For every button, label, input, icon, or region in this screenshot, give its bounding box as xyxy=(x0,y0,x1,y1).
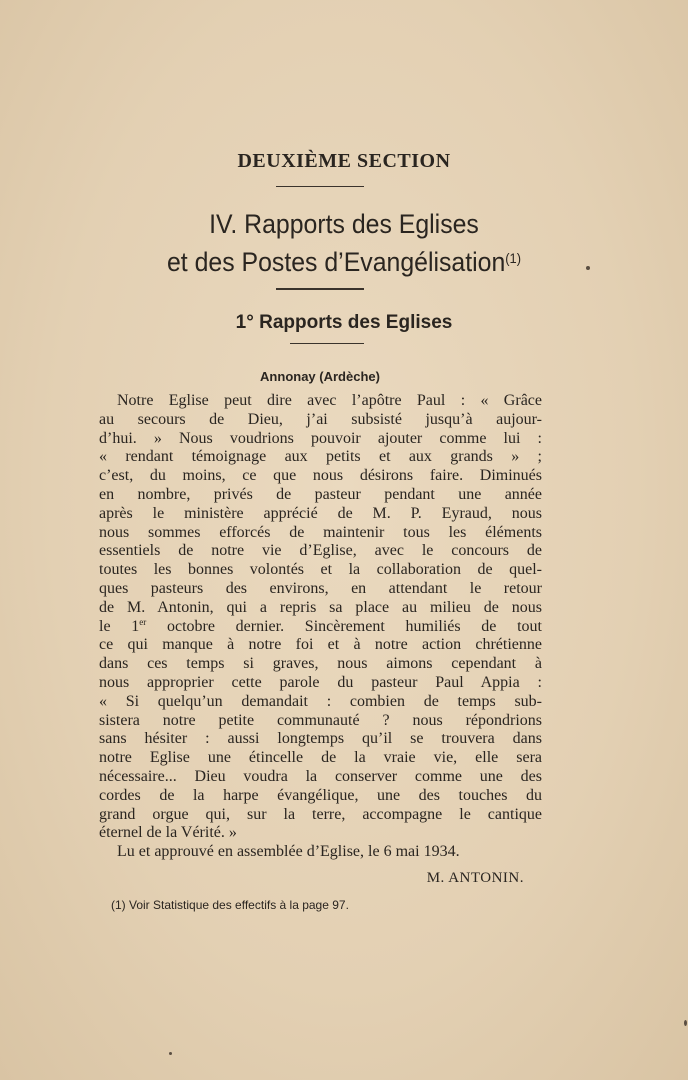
body-line: « Si quelqu’un demandait : combien de temps sub- xyxy=(99,692,542,710)
divider-rule xyxy=(276,288,364,290)
body-line: sistera notre petite communauté ? nous répondrions xyxy=(99,711,542,729)
body-line: nécessaire... Dieu voudra la conserver comme une des xyxy=(99,767,542,785)
body-line: notre Eglise une étincelle de la vraie vie, elle sera xyxy=(99,749,542,767)
body-line: après le ministère apprécié de M. P. Eyraud, nous xyxy=(99,504,542,522)
section-title: DEUXIÈME SECTION xyxy=(237,150,451,172)
body-line: ques pasteurs des environs, en attendant le retour xyxy=(99,579,542,597)
body-line-ordinal xyxy=(99,618,542,637)
subsection-title: 1° Rapports des Eglises xyxy=(235,312,453,333)
footnote: (1) Voir Statistique des effectifs à la page 97. xyxy=(111,898,349,912)
body-line: Notre Eglise peut dire avec l’apôtre Paul : « Grâce xyxy=(117,392,542,409)
body-line: grand orgue qui, sur la terre, accompagne le cantique xyxy=(99,805,542,823)
paper-speck xyxy=(169,1052,172,1055)
paper-speck xyxy=(586,266,590,270)
body-line: essentiels de notre vie d’Eglise, avec le concours de xyxy=(99,542,542,560)
paper-speck xyxy=(684,1020,687,1026)
ordinal-after: octobre dernier. Sincèrement humiliés de tout xyxy=(146,617,543,635)
divider-rule xyxy=(276,186,364,187)
body-line: nous sommes efforcés de maintenir tous les éléments xyxy=(99,523,542,541)
body-line: cordes de la harpe évangélique, une des touches du xyxy=(99,786,542,804)
divider-rule xyxy=(290,343,364,344)
report-body xyxy=(99,392,542,862)
main-title-line-1: IV. Rapports des Eglises xyxy=(209,209,479,239)
body-line: sans hésiter : aussi longtemps qu’il se trouvera dans xyxy=(99,730,542,748)
ordinal-before: le 1 xyxy=(99,617,140,635)
main-title xyxy=(28,207,661,279)
body-line: « rendant témoignage aux petits et aux grands » ; xyxy=(99,448,542,466)
signature: M. ANTONIN. xyxy=(426,870,524,886)
body-line: toutes les bonnes volontés et la collaboration de quel- xyxy=(99,561,542,579)
body-line: de M. Antonin, qui a repris sa place au milieu de nous xyxy=(99,598,542,616)
ordinal-suffix: er xyxy=(139,616,147,627)
body-line: en nombre, privés de pasteur pendant une année xyxy=(99,485,542,503)
body-line: ce qui manque à notre foi et à notre action chrétienne xyxy=(99,636,542,654)
body-line: c’est, du moins, ce que nous désirons faire. Diminués xyxy=(99,467,542,485)
body-line: dans ces temps si graves, nous aimons cependant à xyxy=(99,655,542,673)
body-line: au secours de Dieu, j’ai subsisté jusqu’à aujour- xyxy=(99,410,542,428)
approval-line: Lu et approuvé en assemblée d’Eglise, le 6 mai 1934. xyxy=(117,843,460,861)
footnote-ref[interactable]: (1) xyxy=(505,250,522,266)
body-line: d’hui. » Nous voudrions pouvoir ajouter comme lui : xyxy=(99,429,542,447)
main-title-line-2: et des Postes d’Evangélisation xyxy=(166,247,506,277)
church-heading: Annonay (Ardèche) xyxy=(260,369,380,384)
body-line: éternel de la Vérité. » xyxy=(99,824,237,842)
body-line: nous approprier cette parole du pasteur Paul Appia : xyxy=(99,673,542,691)
